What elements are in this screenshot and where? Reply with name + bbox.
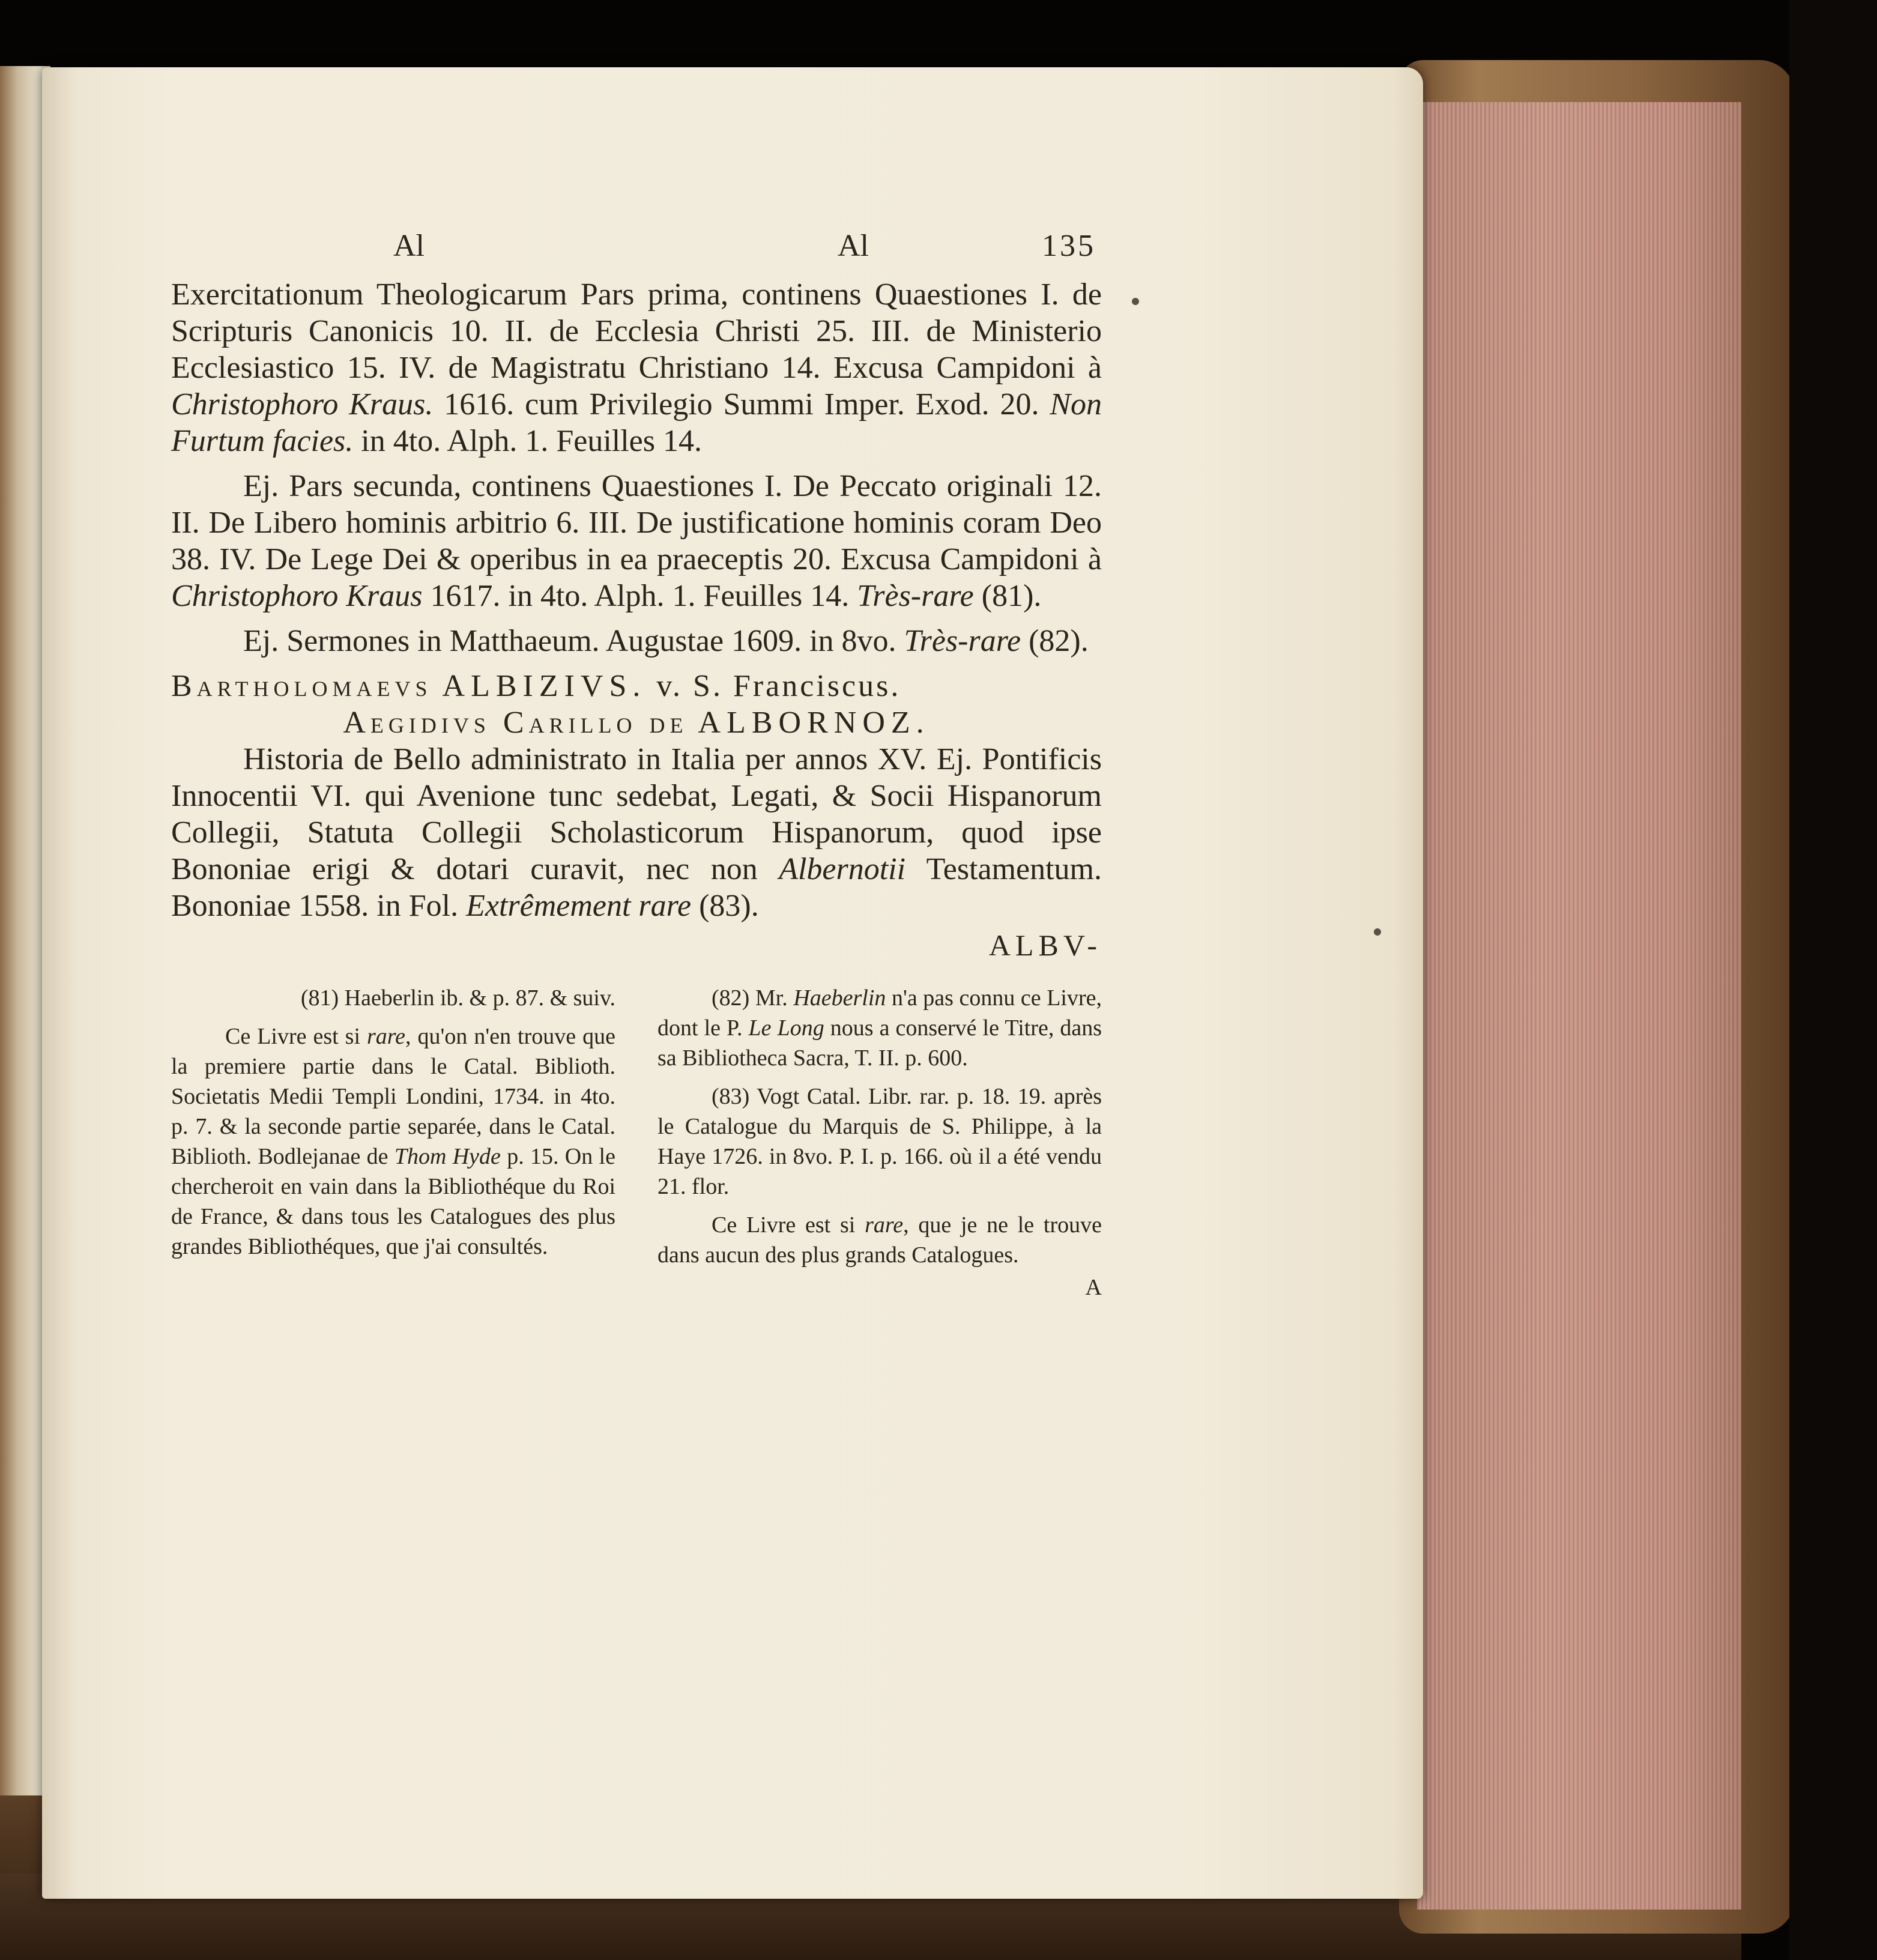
entry-text: 1617. in 4to. Alph. 1. Feuilles 14. <box>430 579 850 613</box>
running-head-left: Al <box>393 229 425 263</box>
entry-italic: Christophoro Kraus. <box>171 387 434 422</box>
entry-text: Exercitationum Theologicarum Pars prima, continens Quaestiones I. de Scripturis Canonicis 10. II. de Ecclesia Christi 25. III. de Ministerio Ecclesiastico 15. IV. de Magistratu Christiano 14. Excusa Campidoni à <box>171 277 1102 385</box>
ink-spot <box>1132 298 1139 305</box>
page-number: 135 <box>1042 229 1096 263</box>
page-content <box>171 228 1102 1311</box>
entry-text: in 4to. Alph. 1. Feuilles 14. <box>361 424 702 458</box>
entry-text: (83). <box>699 889 759 923</box>
entry-text: Ej. Pars secunda, continens Quaestiones I. De Peccato originali 12. II. De Libero hominis arbitrio 6. III. De justificatione hominis coram Deo 38. IV. De Lege Dei & operibus in ea praeceptis 20. Excusa Campidoni à <box>171 469 1102 576</box>
footnotes-left-column <box>171 983 615 1311</box>
author-reference: v. S. Franciscus. <box>656 669 901 703</box>
entry-text: (82). <box>1029 624 1089 658</box>
footnote-81-comment: Ce Livre est si rare, qu'on n'en trouve que la premiere partie dans le Catal. Biblioth. Societatis Medii Templi Londini, 1734. in 4to. p. 7. & la seconde partie separée, dans le Catal. Biblioth. Bodlejanae de Thom Hyde p. 15. On le chercheroit en vain dans la Bibliothéque du Roi de France, & dans tous les Catalogues des plus grandes Bibliothéques, que j'ai consultés. <box>171 1024 615 1259</box>
author-surname: ALBIZIVS. <box>442 669 647 703</box>
background-dark <box>1789 0 1877 1960</box>
entry-text: Testamentum. Bononiae 1558. in Fol. <box>171 852 1102 923</box>
footnotes <box>171 983 1102 1311</box>
entry-italic: Extrêmement rare <box>466 889 692 923</box>
footnote-83-comment: Ce Livre est si rare, que je ne le trouve dans aucun des plus grands Catalogues. <box>657 1212 1102 1268</box>
entry-text: 1616. cum Privilegio Summi Imper. Exod. 20. <box>444 387 1039 422</box>
running-head-center: Al <box>838 229 869 263</box>
fore-edge-pages <box>1417 102 1741 1910</box>
entry-italic: Non Furtum facies. <box>171 387 1102 458</box>
running-head <box>171 228 1102 276</box>
entry-paragraph <box>171 468 1102 614</box>
entry-italic: Très-rare <box>857 579 974 613</box>
entry-paragraph <box>171 623 1102 659</box>
entry-italic: Albernotii <box>779 852 906 886</box>
footnote-81: (81) Haeberlin ib. & p. 87. & suiv. <box>300 985 615 1011</box>
author-heading <box>171 668 1102 704</box>
author-first-name: Aegidivs Carillo de <box>343 706 688 740</box>
footnote-82: (82) Mr. Haeberlin n'a pas connu ce Livre, dont le P. Le Long nous a conservé le Titre, dans sa Bibliotheca Sacra, T. II. p. 600. <box>657 985 1102 1071</box>
author-first-name: Bartholomaevs <box>171 669 432 703</box>
entry-text: Ej. Sermones in Matthaeum. Augustae 1609. in 8vo. <box>243 624 896 658</box>
footnotes-right-column <box>657 983 1102 1311</box>
entry-text: Historia de Bello administrato in Italia per annos XV. Ej. Pontificis Innocentii VI. qui Avenione tunc sedebat, Legati, & Socii Hispanorum Collegii, Statuta Collegii Scholasticorum Hispanorum, quod ipse Bononiae erigi & dotari curavit, nec non <box>171 742 1102 886</box>
entry-paragraph <box>171 276 1102 459</box>
author-heading <box>171 704 1102 741</box>
main-text <box>171 276 1102 963</box>
footnote-83: (83) Vogt Catal. Libr. rar. p. 18. 19. après le Catalogue du Marquis de S. Philippe, à la Haye 1726. in 8vo. P. I. p. 166. où il a été vendu 21. flor. <box>657 1084 1102 1199</box>
author-surname: ALBORNOZ. <box>698 706 930 740</box>
entry-italic: Christophoro Kraus <box>171 579 423 613</box>
entry-paragraph <box>171 741 1102 924</box>
signature-mark: A <box>1085 1275 1102 1300</box>
entry-text: (81). <box>981 579 1042 613</box>
entry-italic: Très-rare <box>904 624 1021 658</box>
ink-spot <box>1374 928 1381 936</box>
catchword: ALBV- <box>988 928 1102 962</box>
